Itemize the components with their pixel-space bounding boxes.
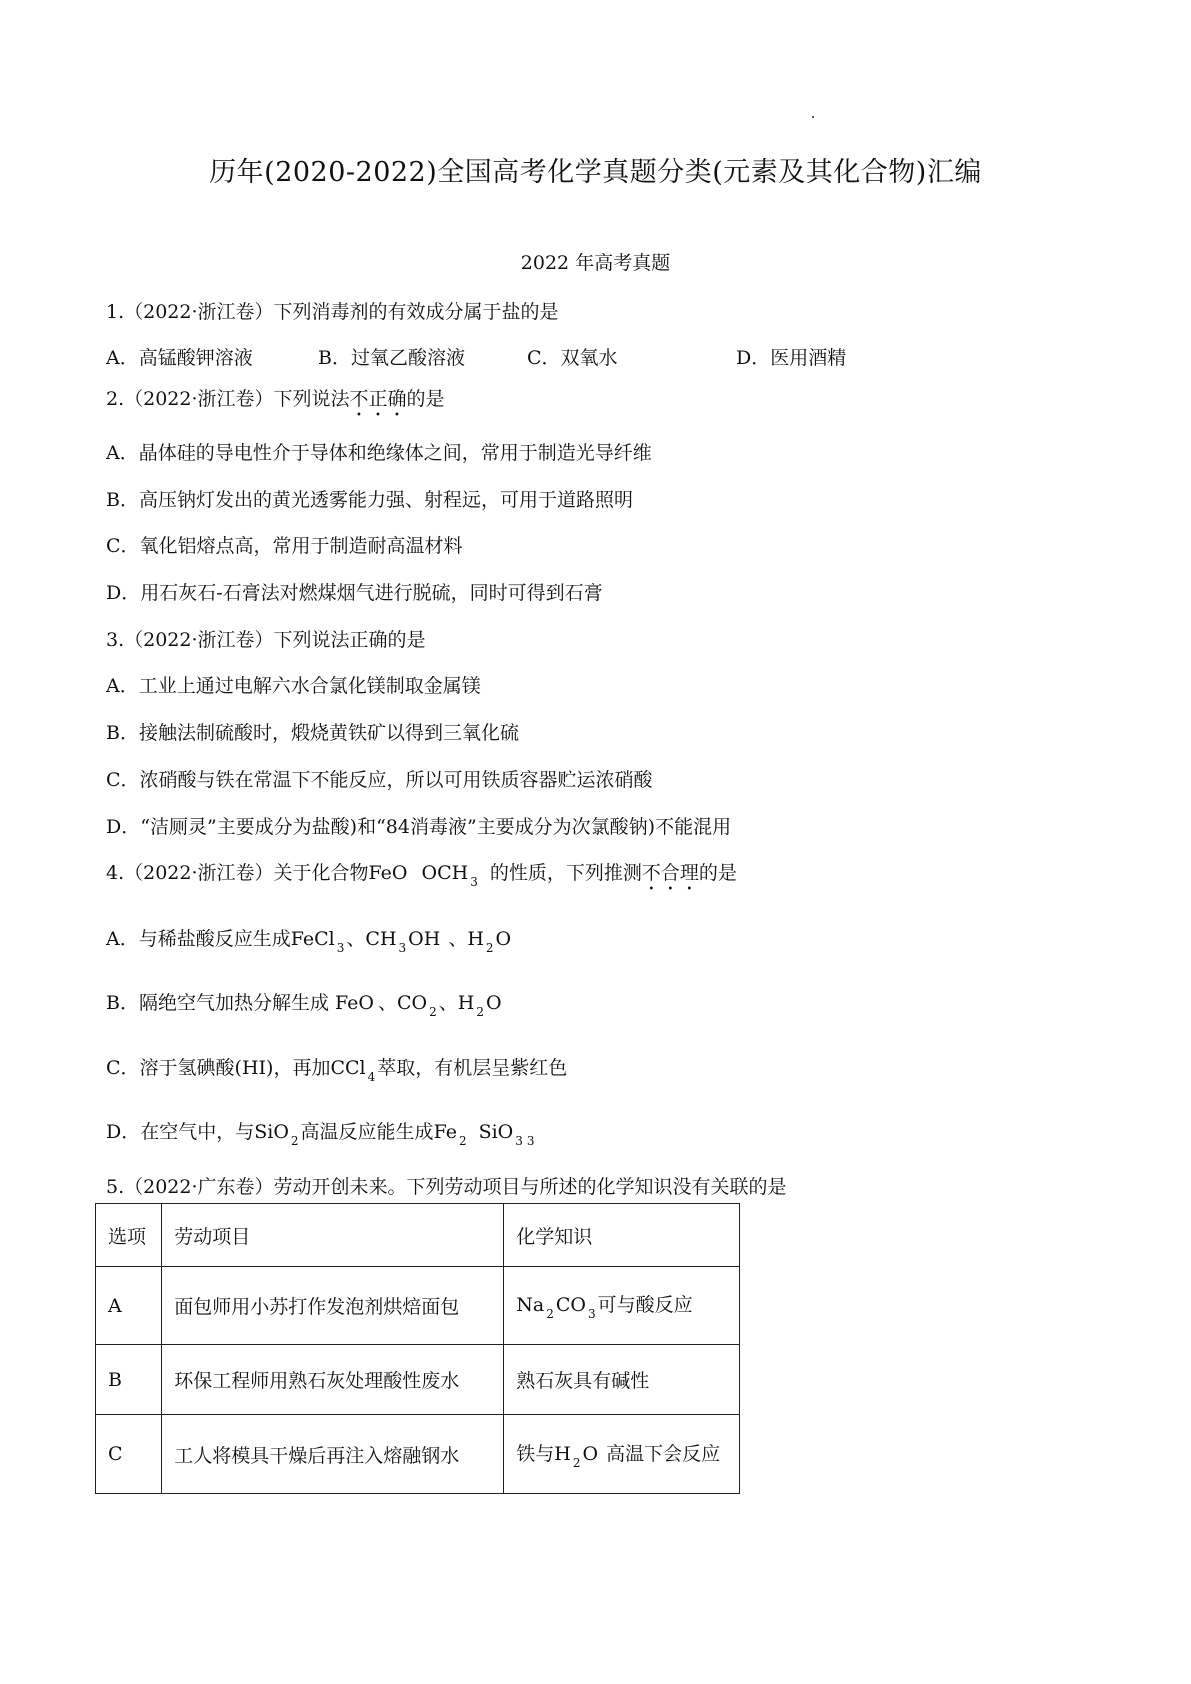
question-1-option-b: B．过氧乙酸溶液 — [318, 347, 465, 369]
question-4-stem-mid: 的性质，下列推测 — [489, 862, 642, 884]
row-knowledge: 熟石灰具有碱性 — [504, 1345, 740, 1415]
question-3-option-d: D．“洁厕灵”主要成分为盐酸)和“84消毒液”主要成分为次氯酸钠)不能混用 — [106, 816, 732, 838]
formula: FeCl — [290, 928, 335, 950]
option-text: 萃取，有机层呈紫红色 — [377, 1057, 568, 1079]
formula: H — [457, 992, 475, 1014]
question-2-emphasis: 不正确 — [349, 388, 407, 410]
header-task: 劳动项目 — [162, 1204, 504, 1267]
option-text: A．与稀盐酸反应生成 — [106, 928, 291, 950]
subscript: 2 — [458, 1134, 467, 1148]
subscript: 3 — [336, 941, 345, 955]
question-2-stem — [106, 384, 445, 421]
formula: SiO — [254, 1121, 289, 1143]
subscript: 2 — [290, 1134, 299, 1148]
question-4-option-d — [106, 1117, 537, 1148]
option-text: 高温反应能生成 — [300, 1121, 434, 1143]
question-2-option-c: C．氧化铝熔点高，常用于制造耐高温材料 — [106, 535, 463, 557]
table-header-row — [96, 1204, 740, 1267]
formula: H — [467, 928, 484, 950]
question-3-option-c: C．浓硝酸与铁在常温下不能反应，所以可用铁质容器贮运浓硝酸 — [106, 769, 653, 791]
formula: O — [485, 992, 502, 1014]
formula-och: OCH — [421, 862, 469, 884]
row-task: 环保工程师用熟石灰处理酸性废水 — [162, 1345, 504, 1415]
stray-dot — [812, 116, 814, 118]
question-1-option-a: A．高锰酸钾溶液 — [106, 347, 253, 369]
formula: FeO — [334, 992, 374, 1014]
table-row — [96, 1267, 740, 1345]
knowledge-text: 铁与 — [516, 1442, 555, 1465]
section-heading: 2022 年高考真题 — [520, 252, 671, 274]
subscript: 3 — [587, 1307, 596, 1321]
question-4-option-a — [106, 924, 511, 955]
formula: O — [495, 928, 512, 950]
option-text: C．溶于氢碘酸(HI)，再加 — [106, 1057, 331, 1079]
row-option: C — [96, 1415, 162, 1494]
row-option: B — [96, 1345, 162, 1415]
page-title: 历年(2020-2022)全国高考化学真题分类(元素及其化合物)汇编 — [209, 157, 982, 188]
formula-feo: FeO — [368, 862, 408, 884]
formula: CCl — [330, 1057, 366, 1079]
question-3-option-a: A．工业上通过电解六水合氯化镁制取金属镁 — [106, 675, 481, 697]
question-2-option-b: B．高压钠灯发出的黄光透雾能力强、射程远，可用于道路照明 — [106, 489, 633, 511]
question-2-stem-post: 的是 — [406, 388, 445, 410]
table-row — [96, 1415, 740, 1494]
question-5-stem: 5.（2022·广东卷）劳动开创未来。下列劳动项目与所述的化学知识没有关联的是 — [106, 1176, 787, 1198]
question-4-stem-pre: 4.（2022·浙江卷）关于化合物 — [106, 862, 369, 884]
question-4-option-c — [106, 1053, 567, 1084]
question-2-option-a: A．晶体硅的导电性介于导体和绝缘体之间，常用于制造光导纤维 — [106, 442, 652, 464]
formula-sub: 3 — [470, 875, 478, 889]
subscript: 2 — [429, 1005, 437, 1019]
question-3-stem: 3.（2022·浙江卷）下列说法正确的是 — [106, 629, 426, 651]
question-4-emphasis: 不合理 — [641, 862, 699, 884]
header-option: 选项 — [96, 1204, 162, 1267]
question-3-option-b: B．接触法制硫酸时，煅烧黄铁矿以得到三氧化硫 — [106, 722, 519, 744]
separator: 、 — [448, 928, 468, 950]
subscript: 2 — [546, 1307, 554, 1321]
question-4-option-b — [106, 988, 502, 1019]
row-knowledge — [504, 1267, 740, 1345]
question-2-option-d: D．用石灰石-石膏法对燃煤烟气进行脱硫，同时可得到石膏 — [106, 582, 603, 604]
question-4-stem — [106, 858, 737, 895]
separator: 、 — [438, 992, 458, 1014]
formula: CO — [396, 992, 428, 1014]
formula: O — [582, 1442, 599, 1465]
row-task: 面包师用小苏打作发泡剂烘焙面包 — [162, 1267, 504, 1345]
knowledge-text: 高温下会反应 — [606, 1442, 721, 1465]
question-1-option-c: C．双氧水 — [527, 347, 618, 369]
question-1-option-d: D．医用酒精 — [736, 347, 847, 369]
formula: SiO — [478, 1121, 514, 1143]
formula: CO — [555, 1294, 586, 1316]
subscript: 2 — [476, 1005, 484, 1019]
formula: Na — [516, 1294, 545, 1316]
question-4-stem-post: 的是 — [698, 862, 737, 884]
separator: 、 — [377, 992, 397, 1014]
subscript: 4 — [367, 1070, 376, 1084]
formula: Fe — [433, 1121, 457, 1143]
subscript: 2 — [572, 1455, 581, 1470]
question-1-stem: 1.（2022·浙江卷）下列消毒剂的有效成分属于盐的是 — [106, 301, 559, 323]
table-row — [96, 1345, 740, 1415]
question-2-stem-pre: 2.（2022·浙江卷）下列说法 — [106, 388, 350, 410]
labor-table — [95, 1203, 740, 1494]
subscript: 3 — [515, 1134, 523, 1148]
subscript: 2 — [485, 941, 494, 955]
row-task: 工人将模具干燥后再注入熔融钢水 — [162, 1415, 504, 1494]
option-text: B．隔绝空气加热分解生成 — [106, 992, 329, 1014]
row-option: A — [96, 1267, 162, 1345]
option-text: D．在空气中，与 — [106, 1121, 255, 1143]
formula: H — [554, 1442, 571, 1465]
subscript: 3 — [398, 941, 407, 955]
separator: 、 — [346, 928, 366, 950]
header-knowledge: 化学知识 — [504, 1204, 740, 1267]
subscript: 3 — [526, 1134, 535, 1148]
knowledge-text: 可与酸反应 — [597, 1294, 693, 1316]
formula: OH — [408, 928, 441, 950]
row-knowledge — [504, 1415, 740, 1494]
formula: CH — [365, 928, 397, 950]
